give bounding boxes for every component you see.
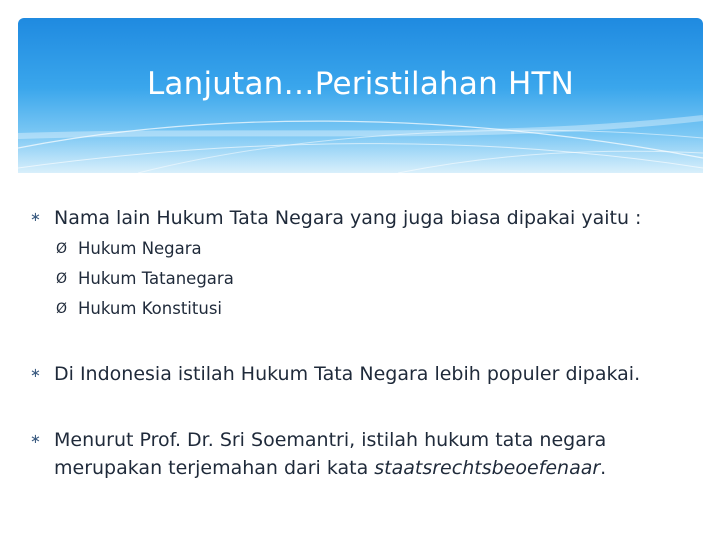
bullet-text: Nama lain Hukum Tata Negara yang juga biasa dipakai yaitu : — [54, 207, 642, 229]
sub-item-text: Hukum Tatanegara — [78, 269, 234, 288]
title-banner — [18, 18, 703, 173]
arrow-bullet-icon: Ø — [56, 271, 68, 287]
bullet-item — [30, 204, 690, 232]
bullet-item — [30, 360, 690, 388]
arrow-bullet-icon: Ø — [56, 241, 68, 257]
arrow-bullet-icon: Ø — [56, 301, 68, 317]
bullet-item — [30, 426, 690, 482]
asterisk-bullet-icon: ∗ — [30, 432, 41, 447]
bullet-text: Di Indonesia istilah Hukum Tata Negara lebih populer dipakai. — [54, 363, 641, 385]
sub-list — [30, 234, 690, 324]
sub-item-text: Hukum Konstitusi — [78, 299, 222, 318]
sub-item — [30, 234, 690, 264]
sub-item — [30, 294, 690, 324]
bullet-text-suffix: . — [600, 457, 607, 479]
sub-item — [30, 264, 690, 294]
slide-title: Lanjutan…Peristilahan HTN — [146, 66, 575, 102]
sub-item-text: Hukum Negara — [78, 239, 202, 258]
slide-content — [30, 200, 690, 482]
bullet-text-italic-term: staatsrechtsbeoefenaar — [374, 457, 601, 479]
bullet-text-prefix: Menurut Prof. Dr. Sri Soemantri, istilah hukum tata negara merupakan terjemahan dari kata — [54, 429, 607, 479]
asterisk-bullet-icon: ∗ — [30, 210, 41, 225]
asterisk-bullet-icon: ∗ — [30, 366, 41, 381]
